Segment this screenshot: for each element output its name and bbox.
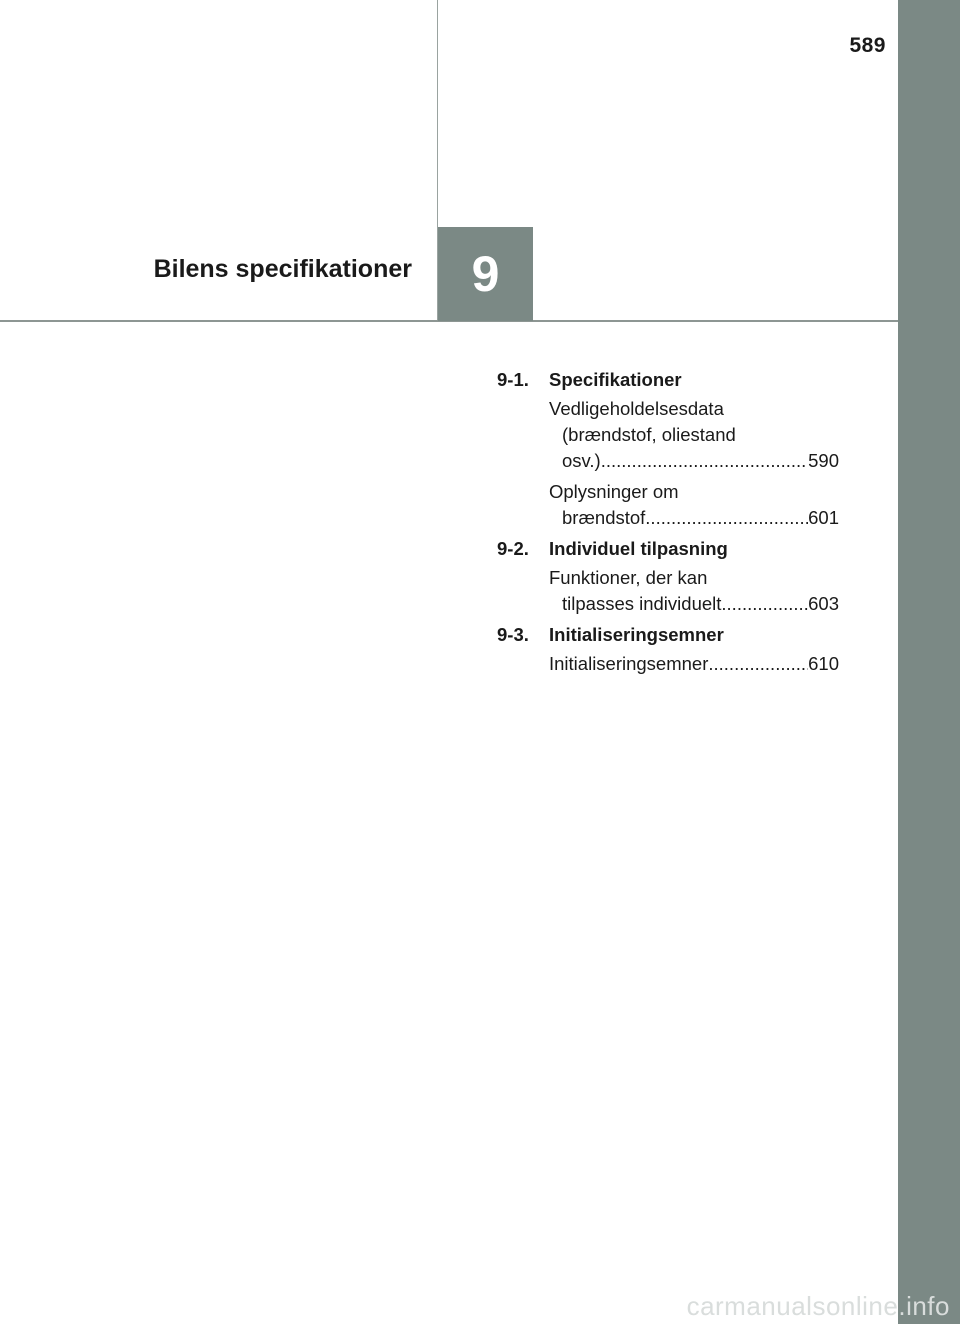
- entry-text-line: Vedligeholdelsesdata: [549, 398, 724, 419]
- toc-entry[interactable]: [549, 479, 839, 531]
- entry-text-line: (brændstof, oliestand: [562, 424, 736, 445]
- toc-entry[interactable]: [549, 396, 839, 474]
- toc-section: [497, 367, 839, 531]
- section-title: Individuel tilpasning: [549, 538, 728, 559]
- entry-text-line: Funktioner, der kan: [549, 567, 708, 588]
- entry-text: tilpasses individuelt: [562, 593, 722, 614]
- section-number: 9-2.: [497, 538, 529, 559]
- toc-section-heading[interactable]: [497, 536, 839, 562]
- entry-leader-line: [549, 651, 839, 677]
- toc-section: [497, 536, 839, 617]
- entry-page-number: 590: [808, 450, 839, 471]
- entry-page-number: 610: [808, 653, 839, 674]
- entry-leader-line: [549, 448, 839, 474]
- toc-entry[interactable]: [549, 565, 839, 617]
- chapter-side-tab: [898, 0, 960, 1324]
- dot-leader: [721, 591, 808, 617]
- dot-leader: [645, 505, 808, 531]
- entry-text: brændstof: [562, 507, 646, 528]
- table-of-contents: [497, 367, 839, 682]
- entry-leader-line: [549, 505, 839, 531]
- watermark: carmanualsonline.info: [686, 1291, 950, 1321]
- toc-section-heading[interactable]: [497, 367, 839, 393]
- dot-leader: [708, 651, 808, 677]
- entry-page-number: 603: [808, 593, 839, 614]
- section-number: 9-3.: [497, 624, 529, 645]
- entry-leader-line: [549, 591, 839, 617]
- toc-section: [497, 622, 839, 677]
- entry-text: Initialiseringsemner: [549, 653, 709, 674]
- toc-section-heading[interactable]: [497, 622, 839, 648]
- toc-entry[interactable]: [549, 651, 839, 677]
- chapter-title: Bilens specifikationer: [153, 255, 412, 283]
- entry-page-number: 601: [808, 507, 839, 528]
- section-title: Initialiseringsemner: [549, 624, 724, 645]
- chapter-number: 9: [471, 246, 500, 302]
- chapter-number-box: [438, 227, 533, 321]
- entry-text-line: Oplysninger om: [549, 481, 679, 502]
- page-number: 589: [849, 34, 886, 57]
- section-number: 9-1.: [497, 369, 529, 390]
- section-title: Specifikationer: [549, 369, 682, 390]
- entry-text: osv.): [562, 450, 601, 471]
- dot-leader: [601, 448, 808, 474]
